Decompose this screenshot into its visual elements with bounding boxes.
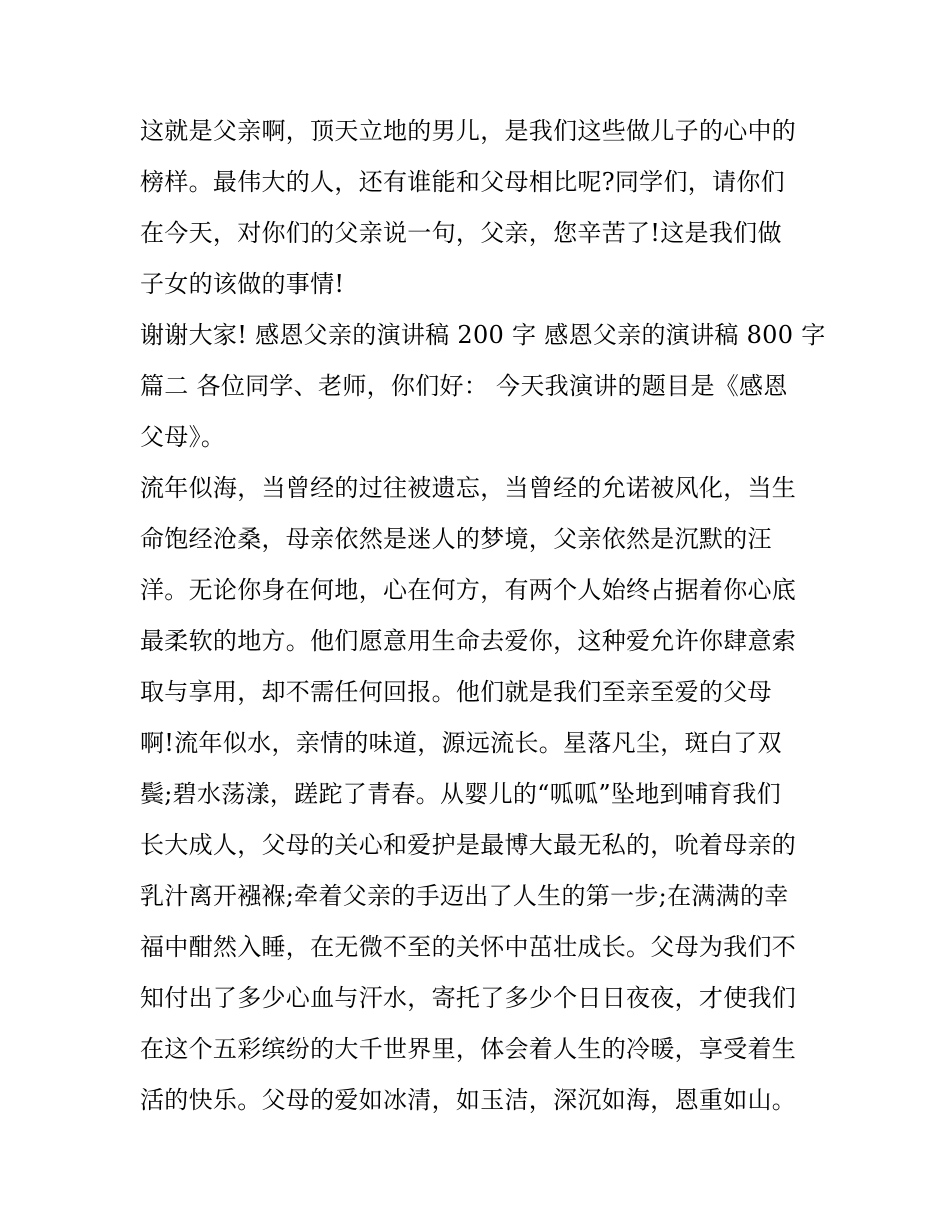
text-line: 在今天，对你们的父亲说一句，父亲，您辛苦了!这是我们做: [140, 219, 782, 247]
text-line: 命饱经沧桑，母亲依然是迷人的梦境，父亲依然是沉默的汪: [140, 525, 772, 553]
text-line: 这就是父亲啊，顶天立地的男儿，是我们这些做儿子的心中的: [140, 117, 797, 145]
text-line: 长大成人，父母的关心和爱护是最博大最无私的，吮着母亲的: [140, 831, 797, 859]
text-line: 活的快乐。父母的爱如冰清，如玉洁，深沉如海，恩重如山。: [140, 1086, 797, 1114]
document-body: [140, 106, 826, 1126]
text-line: 福中酣然入睡，在无微不至的关怀中茁壮成长。父母为我们不: [140, 933, 797, 961]
text-line: 流年似海，当曾经的过往被遗忘，当曾经的允诺被风化，当生: [140, 474, 797, 502]
text-line: 鬓;碧水荡漾，蹉跎了青春。从婴儿的“呱呱”坠地到哺育我们: [140, 780, 782, 808]
text-line: 洋。无论你身在何地，心在何方，有两个人始终占据着你心底: [140, 576, 797, 604]
text-line: 榜样。最伟大的人，还有谁能和父母相比呢?同学们，请你们: [140, 168, 785, 196]
text-line: 在这个五彩缤纷的大千世界里，体会着人生的冷暖，享受着生: [140, 1035, 797, 1063]
text-line: 篇二 各位同学、老师，你们好： 今天我演讲的题目是《感恩: [140, 372, 788, 400]
text-line: 谢谢大家! 感恩父亲的演讲稿 200 字 感恩父亲的演讲稿 800 字: [140, 321, 826, 349]
text-line: 子女的该做的事情!: [140, 270, 345, 298]
text-line: 取与享用，却不需任何回报。他们就是我们至亲至爱的父母: [140, 678, 772, 706]
text-line: 最柔软的地方。他们愿意用生命去爱你，这种爱允许你肆意索: [140, 627, 797, 655]
text-line: 乳汁离开襁褓;牵着父亲的手迈出了人生的第一步;在满满的幸: [140, 882, 789, 910]
text-line: 啊!流年似水，亲情的味道，源远流长。星落凡尘，斑白了双: [140, 729, 782, 757]
text-line: 知付出了多少心血与汗水，寄托了多少个日日夜夜，才使我们: [140, 984, 797, 1012]
text-line: 父母》。: [140, 423, 226, 451]
